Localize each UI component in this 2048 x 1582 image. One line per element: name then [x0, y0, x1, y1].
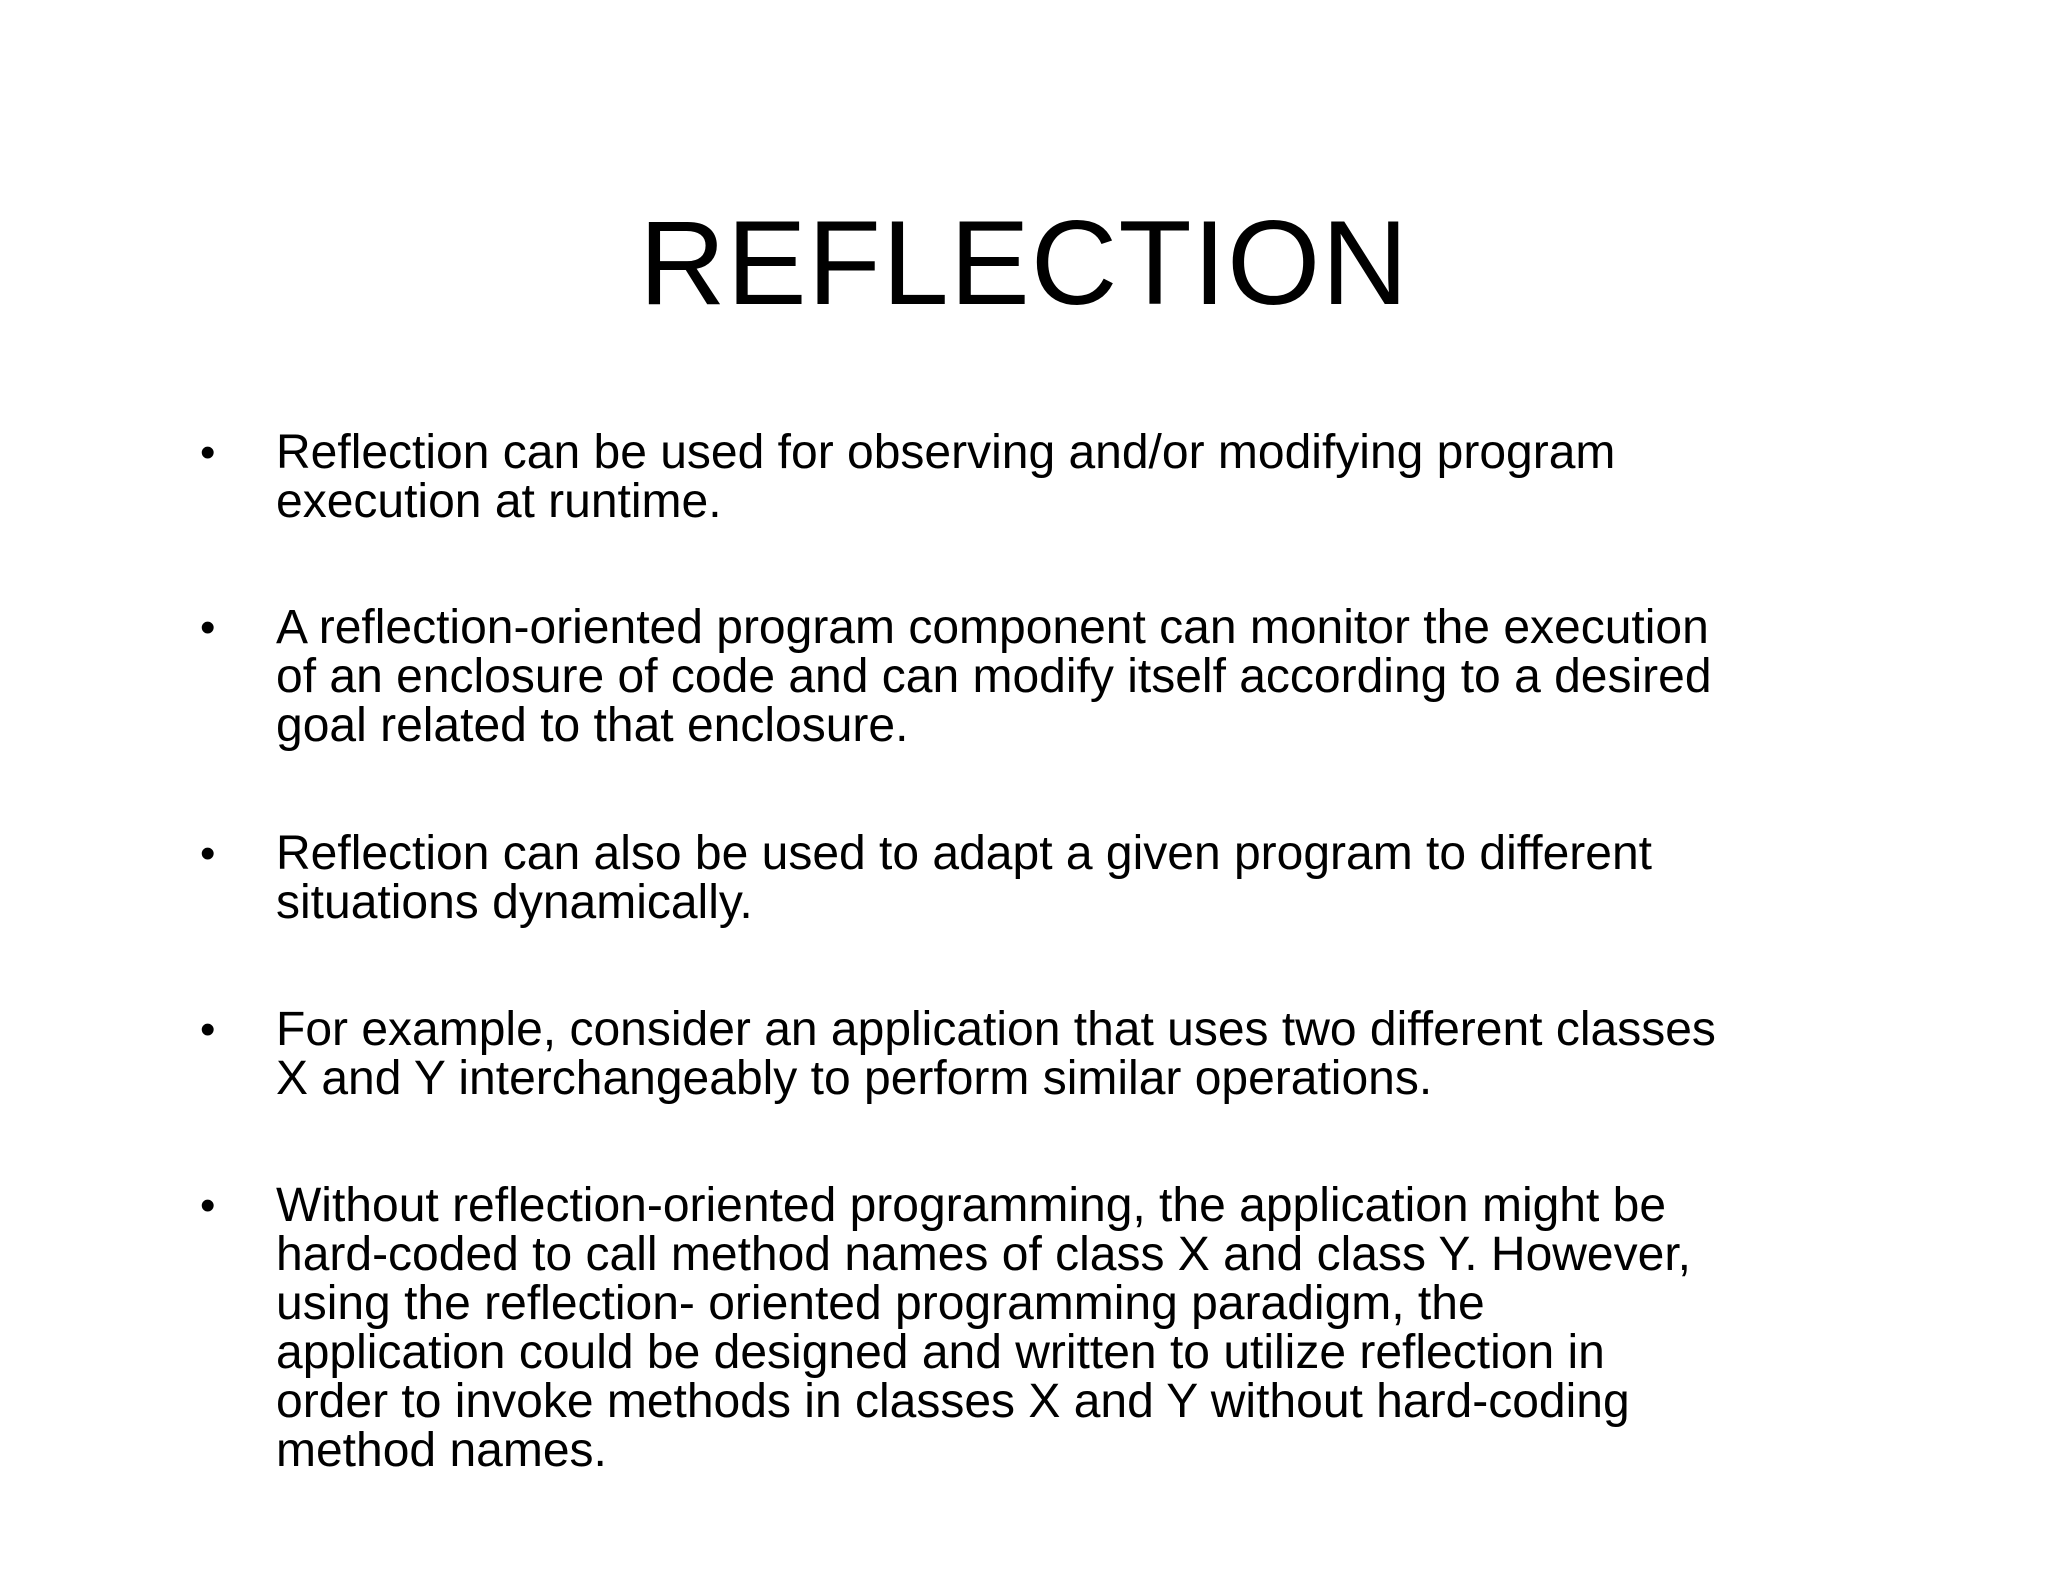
bullet-text: Without reflection-oriented programming, the application might be hard-coded to call method names of class X and class Y. However, using the reflection- oriented programming paradigm, the application could be designed and written to utilize reflection in order to invoke methods in classes X and Y without hard-coding method names. [276, 1179, 1691, 1477]
bullet-text: For example, consider an application that uses two different classes X and Y interchangeably to perform similar operations. [276, 1003, 1716, 1105]
bullet-dot-icon: • [200, 603, 216, 652]
bullet-text: Reflection can also be used to adapt a given program to different situations dynamically. [276, 827, 1652, 929]
bullet-dot-icon: • [200, 1181, 216, 1230]
bullet-dot-icon: • [200, 428, 216, 477]
bullet-dot-icon: • [200, 1005, 216, 1054]
bullet-text: A reflection-oriented program component can monitor the execution of an enclosure of code and can modify itself according to a desired goal related to that enclosure. [276, 601, 1712, 752]
bullet-text: Reflection can be used for observing and/or modifying program execution at runtime. [276, 426, 1616, 528]
slide-title: REFLECTION [638, 196, 1410, 330]
bullet-dot-icon: • [200, 829, 216, 878]
